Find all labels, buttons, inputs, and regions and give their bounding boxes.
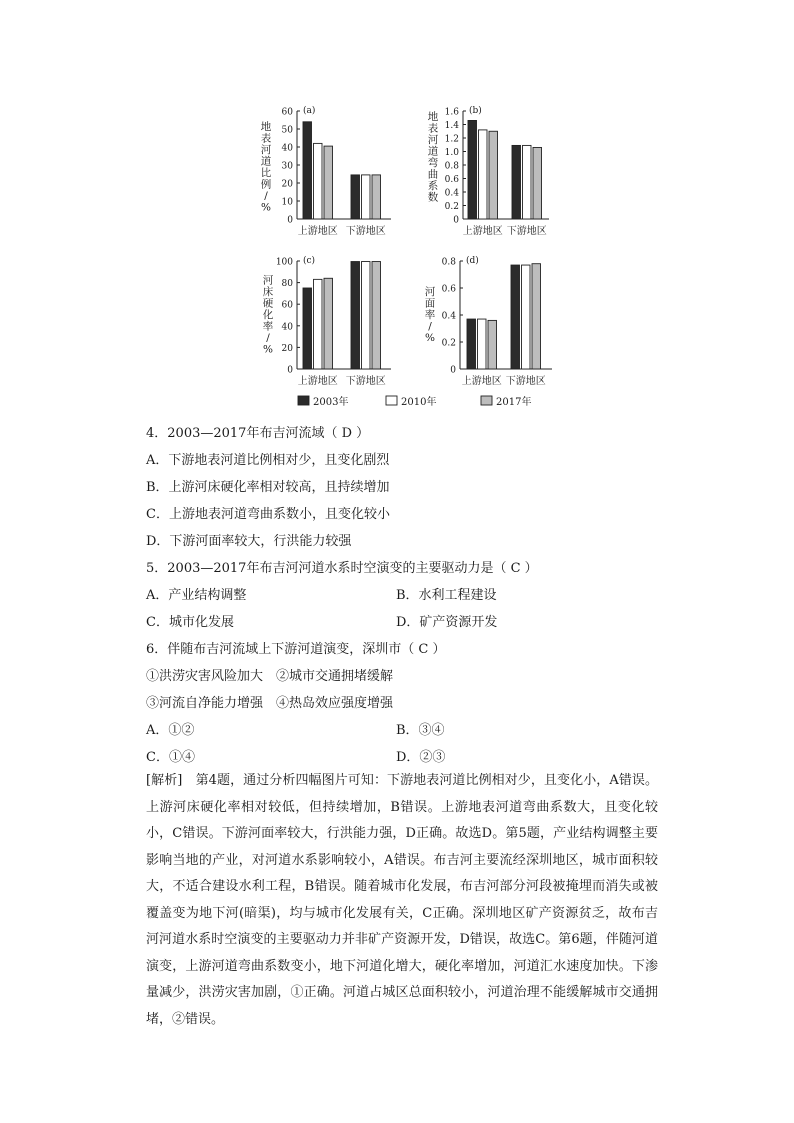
chart-b-y-label-char: 曲	[427, 168, 439, 181]
chart-a-y-tick-label: 0	[287, 215, 293, 226]
chart-d-bar	[511, 265, 520, 369]
chart-b-y-label-char: 河	[427, 133, 439, 146]
chart-a-y-tick-label: 30	[281, 161, 293, 172]
chart-d-panel-label: (d)	[466, 256, 479, 266]
chart-d-y-tick-label: 0.4	[441, 311, 456, 322]
chart-d-y-label-char: 率	[424, 309, 436, 321]
chart-c-y-label-char: 河	[262, 274, 274, 287]
chart-c-y-tick-label: 0	[287, 365, 293, 376]
chart-b-panel-label: (b)	[469, 106, 482, 116]
chart-c-bar	[303, 288, 312, 369]
chart-c-y-tick-label: 100	[275, 257, 293, 268]
question-4-option-a: A．下游地表河道比例相对少，且变化剧烈	[146, 453, 390, 468]
chart-a-y-label-char: %	[261, 201, 271, 214]
chart-a-bar	[303, 122, 312, 219]
analysis-text: 第4题，通过分析四幅图片可知：下游地表河道比例相对少，且变化小，A错误。上游河床硬化率相对较低，但持续增加，B错误。上游地表河道弯曲系数大，且变化较小，C错误。下游河面率较大，行洪能力强，D正确。故选D。第5题，产业结构调整主要影响当地的产业，对河道水系影响较小，A错误。布吉河主要流经深圳地区，城市面积较大，不适合建设水利工程，B错误。随着城市化发展，布吉河部分河段被掩埋而消失或被覆盖变为地下河(暗渠)，均与城市化发展有关，C正确。深圳地区矿产资源贫乏，故布吉河河道水系时空演变的主要驱动力并非矿产资源开发，D错误，故选C。第6题，伴随河道演变，上游河道弯曲系数变小，地下河道化增大，硬化率增加，河道汇水速度加快。下渗量减少，洪涝灾害加剧，①正确。河道占城区总面积较小，河道治理不能缓解城市交通拥堵，②错误。	[146, 773, 658, 1027]
chart-a-x-tick-label: 下游地区	[345, 226, 386, 237]
chart-c-x-tick-label: 下游地区	[345, 376, 386, 387]
chart-b-y-label-char: 系	[427, 179, 439, 192]
analysis-label: [解析]	[146, 773, 183, 788]
chart-a-y-label-char: 道	[260, 155, 272, 168]
chart-b-bar	[523, 145, 532, 219]
chart-c-y-tick-label: 60	[281, 300, 293, 311]
chart-d-y-label-char: /	[428, 320, 432, 333]
chart-c-y-label-char: %	[263, 343, 273, 356]
chart-d-y-label-char: %	[425, 332, 435, 344]
question-6-option-c: C．①④	[146, 750, 195, 765]
chart-a-y-label-char: 比	[260, 166, 272, 179]
chart-d-bar	[488, 320, 497, 369]
question-4-option-b: B．上游河床硬化率相对较高，且持续增加	[146, 480, 390, 495]
chart-a-y-tick-label: 20	[281, 179, 293, 190]
bar-chart-figure	[0, 0, 794, 420]
chart-c-y-tick-label: 80	[281, 279, 293, 290]
question-6-option-d: D．②③	[396, 750, 446, 765]
chart-b-bar	[512, 145, 521, 219]
chart-b-x-tick-label: 上游地区	[462, 226, 503, 237]
chart-c-panel-label: (c)	[303, 256, 316, 266]
chart-b-y-tick-label: 1.2	[444, 134, 459, 145]
chart-b-bar	[468, 120, 477, 219]
chart-b-y-label-char: 地	[427, 110, 439, 123]
chart-a-bar	[324, 146, 333, 219]
chart-b-bar	[489, 131, 498, 219]
chart-d-bar	[532, 264, 541, 369]
question-5-stem: 5．2003—2017年布吉河河道水系时空演变的主要驱动力是（ C ）	[146, 561, 538, 576]
chart-c-y-label-char: 化	[262, 309, 274, 321]
chart-a-y-tick-label: 10	[281, 197, 293, 208]
chart-b-y-tick-label: 0.4	[444, 188, 459, 199]
chart-d-x-tick-label: 上游地区	[461, 376, 502, 387]
chart-a-y-tick-label: 60	[281, 107, 293, 118]
chart-b-y-label-char: 数	[427, 191, 439, 204]
chart-a-panel-label: (a)	[303, 106, 316, 116]
question-6-statements-1: ①洪涝灾害风险加大 ②城市交通拥堵缓解	[146, 669, 394, 684]
chart-a-y-label-char: 河	[260, 143, 272, 156]
chart-d-bar	[467, 319, 476, 369]
legend-label: 2010年	[401, 397, 437, 408]
chart-b-y-label-char: 道	[427, 145, 439, 158]
chart-b-y-tick-label: 1.0	[444, 148, 459, 158]
chart-d-y-tick-label: 0.2	[441, 338, 456, 349]
question-4-option-c: C．上游地表河道弯曲系数小，且变化较小	[146, 507, 390, 522]
chart-b-y-tick-label: 1.4	[444, 121, 459, 131]
chart-c-y-label-char: 床	[262, 286, 274, 298]
chart-b-y-tick-label: 0.6	[444, 175, 459, 185]
chart-d-y-tick-label: 0.6	[441, 284, 456, 295]
chart-c-y-tick-label: 40	[281, 322, 293, 333]
chart-b-bar	[533, 147, 542, 219]
chart-c-y-label-char: 硬	[262, 297, 274, 310]
chart-b-y-tick-label: 0.8	[444, 161, 459, 172]
chart-d-bar	[522, 265, 531, 369]
chart-b-x-tick-label: 下游地区	[506, 226, 547, 237]
chart-a-y-label-char: 表	[260, 132, 272, 145]
chart-c-bar	[362, 262, 371, 369]
chart-c-y-label-char: 率	[262, 320, 274, 333]
chart-d-bar	[478, 319, 487, 369]
question-5-option-c: C．城市化发展	[146, 615, 234, 630]
legend-swatch	[386, 396, 397, 405]
chart-a-y-label-char: 地	[260, 120, 272, 133]
chart-d-x-tick-label: 下游地区	[505, 376, 546, 387]
chart-a-bar	[362, 175, 371, 219]
question-6-option-a: A．①②	[146, 723, 195, 738]
legend-swatch	[481, 396, 492, 405]
legend-swatch	[298, 396, 309, 405]
chart-a-bar	[372, 175, 381, 219]
question-6-stem: 6．伴随布吉河流域上下游河道演变，深圳市（ C ）	[146, 642, 446, 657]
chart-c-bar	[314, 279, 323, 369]
chart-c-y-label-char: /	[266, 332, 270, 344]
legend-label: 2017年	[496, 397, 532, 408]
chart-a-y-label-char: /	[264, 189, 268, 202]
chart-d-y-label-char: 河	[424, 286, 436, 298]
chart-a-bar	[314, 143, 323, 219]
question-5-option-d: D．矿产资源开发	[396, 615, 498, 630]
chart-b-y-tick-label: 0.2	[444, 202, 459, 212]
chart-a-x-tick-label: 上游地区	[297, 226, 338, 237]
chart-c-bar	[324, 278, 333, 369]
chart-a-y-label-char: 例	[260, 178, 272, 191]
chart-a-bar	[351, 175, 360, 219]
question-6-statements-2: ③河流自净能力增强 ④热岛效应强度增强	[146, 696, 394, 711]
question-6-option-b: B．③④	[396, 723, 445, 738]
chart-c-bar	[372, 262, 381, 369]
question-5-option-b: B．水利工程建设	[396, 588, 497, 603]
question-4-option-d: D．下游河面率较大，行洪能力较强	[146, 534, 352, 549]
chart-b-y-label-char: 表	[427, 122, 439, 135]
chart-a-y-tick-label: 50	[281, 125, 293, 136]
question-5-option-a: A．产业结构调整	[146, 588, 247, 603]
chart-c-x-tick-label: 上游地区	[297, 376, 338, 387]
chart-b-y-tick-label: 1.6	[444, 107, 459, 118]
chart-d-y-tick-label: 0	[450, 365, 456, 376]
chart-d-y-label-char: 面	[424, 297, 436, 310]
analysis-paragraph	[146, 768, 658, 1033]
chart-a-y-tick-label: 40	[281, 143, 293, 154]
chart-d-y-tick-label: 0.8	[441, 257, 456, 268]
chart-b-y-label-char: 弯	[427, 156, 439, 169]
question-4-stem: 4．2003—2017年布吉河流域（ D ）	[146, 426, 370, 441]
chart-c-y-tick-label: 20	[281, 343, 293, 354]
chart-b-y-tick-label: 0	[453, 215, 459, 226]
chart-c-bar	[351, 262, 360, 369]
legend-label: 2003年	[313, 397, 349, 408]
chart-b-bar	[479, 130, 488, 219]
